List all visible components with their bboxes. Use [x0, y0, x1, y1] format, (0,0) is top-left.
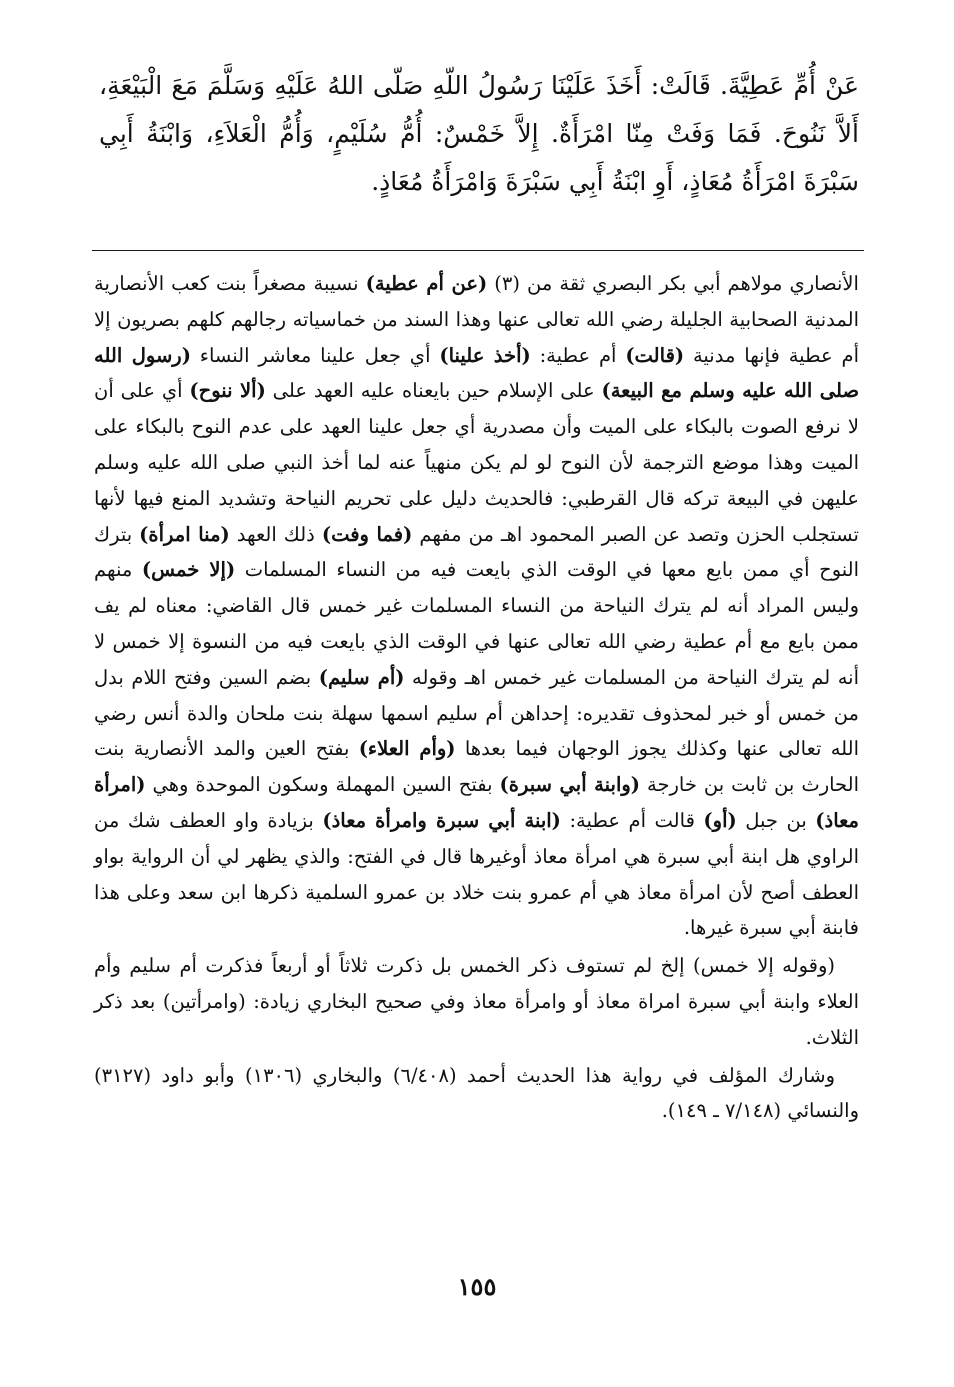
commentary-text: على الإسلام حين بايعناه عليه العهد على	[265, 379, 602, 403]
bold-term: (قالت)	[625, 343, 685, 367]
bold-term: (ألا ننوح)	[189, 379, 266, 403]
commentary-text: أم عطية:	[530, 343, 626, 367]
commentary-text: ذلك العهد	[229, 522, 322, 546]
hadith-text: عَنْ أُمِّ عَطِيَّةَ. قَالَتْ: أَخَذَ عَلَيْنَا رَسُولُ اللّهِ صَلّى اللهُ عَلَيْهِ وَسَلَّمَ مَعَ الْبَيْعَةِ، أَلاَّ نَنُوحَ. فَمَا وَفَتْ مِنّا امْرَأَةٌ. إِلاَّ خَمْسٌ: أُمُّ سُلَيْمٍ، وَأُمُّ الْعَلاَءِ، وَابْنَةُ أَبِي سَبْرَةَ امْرَأَةُ مُعَاذٍ، أَوِ ابْنَةُ أَبِي سَبْرَةَ وَامْرَأَةُ مُعَاذٍ.	[99, 71, 859, 196]
bold-term: (وأم العلاء)	[358, 737, 456, 761]
commentary	[94, 266, 859, 1129]
bold-term: (أخذ علينا)	[439, 343, 531, 367]
bold-term: (امرأة معاذ)	[94, 773, 859, 832]
bold-term: (رسول الله صلى الله عليه وسلم مع البيعة)	[94, 343, 859, 403]
bold-term: (إلا خمس)	[141, 558, 236, 582]
footnote-divider	[92, 250, 864, 251]
bold-term: (عن أم عطية)	[365, 272, 488, 295]
commentary-text: بضم السين وفتح اللام بدل من خمس أو خبر لمحذوف تقديره: إحداهن أم سليم اسمها سهلة بنت ملحان والدة أنس رضي الله تعالى عنها وكذلك يجوز الوجهان فيما بعدها	[94, 665, 859, 761]
commentary-text: بفتح العين والمد الأنصارية بنت الحارث بن ثابت بن خارجة	[94, 737, 860, 797]
commentary-paragraph-2: (وقوله إلا خمس) إلخ لم تستوف ذكر الخمس بل ذكرت ثلاثاً أو أربعاً فذكرت أم سليم وأم العلاء وابنة أبي سبرة امراة معاذ أو وامرأة معاذ وفي صحيح البخاري زيادة: (وامرأتين) بعد ذكر الثلاث.	[94, 954, 859, 1049]
commentary-text: بفتح السين المهملة وسكون الموحدة وهي	[145, 773, 500, 797]
bold-term: (أم سليم)	[318, 665, 405, 689]
commentary-text: الأنصاري مولاهم أبي بكر البصري ثقة من (٣)	[487, 272, 859, 295]
commentary-text: بترك النوح أي ممن بايع معها في الوقت الذي بايعت فيه من النساء المسلمات	[94, 522, 860, 582]
bold-term: (وابنة أبي سبرة)	[499, 773, 641, 797]
page-number: ١٥٥	[457, 1272, 497, 1301]
bold-term: (ابنة أبي سبرة وامرأة معاذ)	[322, 808, 561, 832]
commentary-text: منهم وليس المراد أنه لم يترك النياحة من النساء المسلمات غير خمس قال القاضي: معناه لم يف ممن بايع مع أم عطية رضي الله تعالى عنها في الوقت الذي بايعت فيه من النسوة إلا خمس لا أنه لم يترك النياحة من المسلمات غير خمس اهـ وقوله	[94, 558, 860, 689]
commentary-text: قالت أم عطية:	[560, 808, 704, 832]
commentary-text: بن جبل	[736, 808, 816, 832]
commentary-text: أي جعل علينا معاشر النساء	[190, 343, 440, 367]
bold-term: (منا امرأة)	[139, 522, 230, 546]
commentary-paragraph-1	[94, 266, 859, 946]
bold-term: (أو)	[703, 808, 737, 832]
commentary-paragraph-3: وشارك المؤلف في رواية هذا الحديث أحمد (٦/٤٠٨) والبخاري (١٣٠٦) وأبو داود (٣١٢٧) والنسائي (٧/١٤٨ ـ ١٤٩).	[94, 1063, 859, 1123]
commentary-text: أي على أن لا نرفع الصوت بالبكاء على الميت وأن مصدرية أي جعل علينا العهد على عدم النوح بالبكاء على الميت وهذا موضع الترجمة لأن النوح لو لم يكن منهياً عنه لما أخذ النبي صلى الله عليه وسلم عليهن في البيعة تركه قال القرطبي: فالحديث دليل على تحريم النياحة وتشديد المنع فيها لأنها تستجلب الحزن وتصد عن الصبر المحمود اهـ من مفهم	[94, 379, 859, 546]
commentary-text: بزيادة واو العطف شك من الراوي هل ابنة أبي سبرة هي امرأة معاذ أوغيرها قال في الفتح: والذي يظهر لي أن الرواية بواو العطف أصح لأن امرأة معاذ هي أم عمرو بنت خلاد بن عمرو السلمية ذكرها ابن سعد وعلى هذا فابنة أبي سبرة غيرها.	[94, 808, 859, 940]
commentary-text: نسيبة مصغراً بنت كعب الأنصارية المدنية الصحابية الجليلة رضي الله تعالى عنها وهذا السند من خماسياته رجالهم كلهم بصريون إلا أم عطية فإنها مدنية	[94, 272, 860, 367]
bold-term: (فما وفت)	[321, 522, 413, 546]
